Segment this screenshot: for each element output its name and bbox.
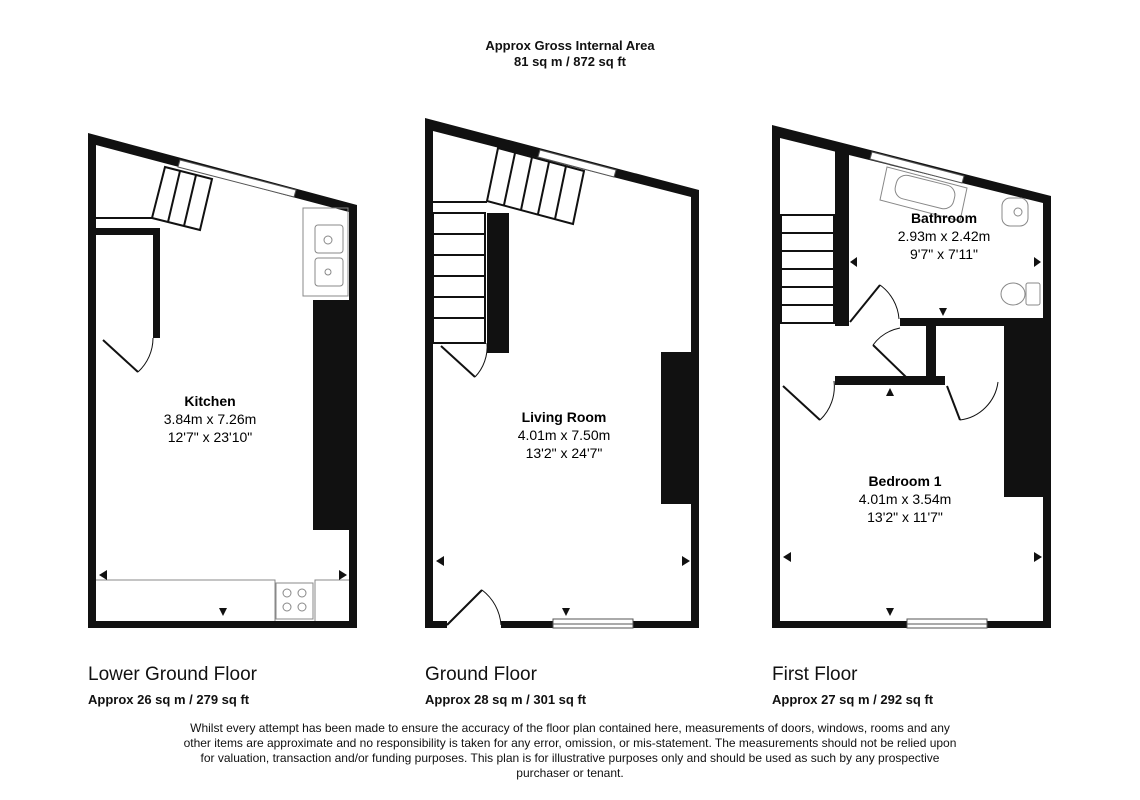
bedroom-1-label: Bedroom 1 [868,473,942,489]
bedroom-1-imperial: 13'2" x 11'7" [867,509,943,525]
ground-floor-title: Ground Floor [425,664,537,685]
bathroom-label: Bathroom [910,210,978,226]
first-floor-dimension-markers [783,257,1042,616]
kitchen-metric: 3.84m x 7.26m [163,411,257,427]
kitchen-dimension-markers [99,570,347,616]
living-room-stairs-lower [433,213,485,343]
kitchen-cupboard [96,228,160,372]
living-room-walls [425,118,699,628]
wash-basin [1002,198,1028,226]
entrance-door-gap [447,619,501,630]
bathroom-metric: 2.93m x 2.42m [897,228,991,244]
bedroom-1-metric: 4.01m x 3.54m [858,491,952,507]
living-room-label: Living Room [521,409,607,425]
kitchen-label: Kitchen [184,393,236,409]
first-floor-stairs [781,215,834,323]
gross-area-value: 81 sq m / 872 sq ft [514,54,626,69]
kitchen-sink [303,208,348,296]
gross-area-title: Approx Gross Internal Area [485,38,655,53]
lower-ground-floor-area: Approx 26 sq m / 279 sq ft [88,692,250,707]
ground-floor-plan [425,118,699,630]
living-room-dimension-markers [436,556,690,616]
living-room-cupboard-door [441,343,487,377]
first-floor-plan [772,125,1051,628]
bathroom-imperial: 9'7" x 7'11" [910,246,978,262]
kitchen-imperial: 12'7" x 23'10" [167,429,253,445]
first-floor-area: Approx 27 sq m / 292 sq ft [772,692,934,707]
toilet [1001,283,1040,305]
lower-ground-floor-title: Lower Ground Floor [88,664,257,685]
ground-floor-area: Approx 28 sq m / 301 sq ft [425,692,587,707]
living-room-chimney-breast [661,352,692,504]
first-floor-title: First Floor [772,664,858,685]
living-room-metric: 4.01m x 7.50m [517,427,611,443]
kitchen-chimney-breast [313,300,350,530]
living-room-imperial: 13'2" x 24'7" [525,445,603,461]
living-room-stair-wall [487,213,509,353]
lower-ground-floor-plan [88,133,357,628]
disclaimer-text: Whilst every attempt has been made to ensure the accuracy of the floor plan contained here, measurements of doors, windows, rooms and any other items are approximate and no responsibility is taken for any error, omission, or mis-statement. The measurements should not be relied upon for valuation, transaction and/or funding purposes. This plan is for illustrative purposes only and should be used as such by any prospective purchaser or tenant. [183,721,957,780]
bedroom-chimney-breast [1004,322,1044,497]
kitchen-stairs [96,167,212,230]
